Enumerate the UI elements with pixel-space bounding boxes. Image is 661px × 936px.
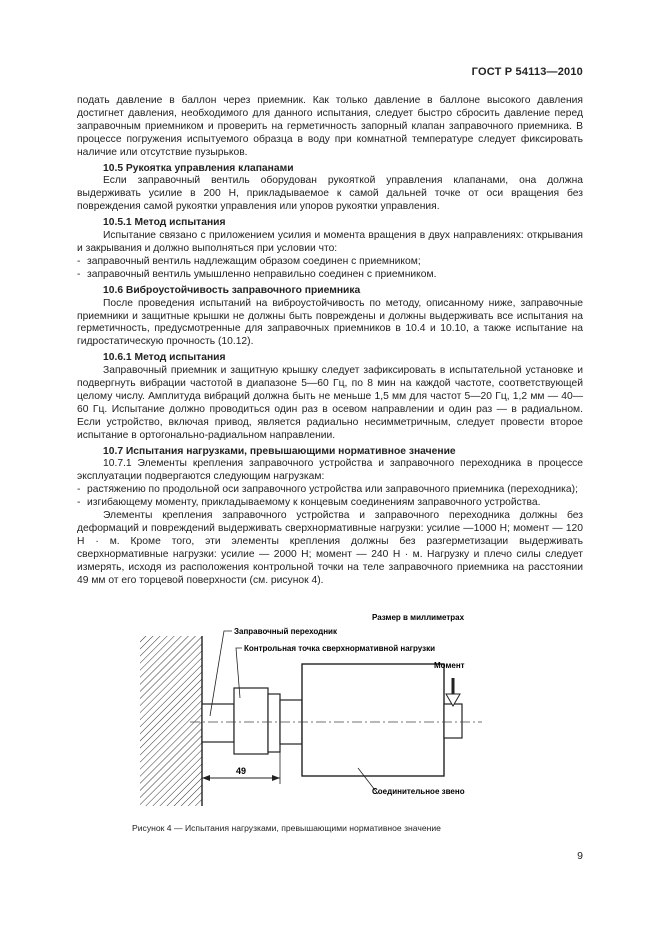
dimension-value: 49 [236,766,247,776]
label-connecting-link: Соединительное звено [372,787,465,796]
connecting-link-body [302,664,444,776]
dimension-arrow-left [202,775,210,781]
section-heading: 10.5 Рукоятка управления клапанами [103,162,294,174]
leader-adapter [210,631,232,716]
list-item [77,484,583,497]
paragraph: Испытание связано с приложением усилия и момента вращения в двух направлениях: открывания и закрывания и должно выполняться при условии что: [77,230,583,254]
list-item-text: заправочный вентиль умышленно неправильно соединен с приемником. [87,268,437,280]
dimension-arrow-right [272,775,280,781]
paragraph: После проведения испытаний на виброустойчивость по методу, описанному ниже, заправочные приемники и защитные крышки не должны быть повреждены и должны выдерживать все испытания на герметичность, предусмотренные для заправочных приемников в 10.4 и 10.10, а также испытание на гидростатическую прочность (10.12). [77,297,583,348]
wall-hatching [140,636,202,806]
figure-drawing [110,608,530,818]
list-item-text: изгибающему моменту, прикладываемому к концевым соединениям заправочного устройства. [87,497,541,509]
list-dash: - [77,268,81,280]
label-moment: Момент [434,661,465,670]
paragraph: 10.7.1 Элементы крепления заправочного устройства и заправочного переходника в процессе эксплуатации подвергаются следующим нагрузкам: [77,458,583,483]
paragraph: подать давление в баллон через приемник. Как только давление в баллоне высокого давления достигнет давления, необходимого для данного испытания, следует быстро сбросить давление перед заправочным приемником и проверить на герметичность запорный клапан заправочного приемника. В процессе погружения испытуемого образца в воду при комнатной температуре следует фиксировать наличие или отсутствие пузырьков. [77,95,583,158]
label-adapter: Заправочный переходник [234,627,337,636]
section-heading: 10.6.1 Метод испытания [103,352,226,364]
section-heading: 10.6 Виброустойчивость заправочного приемника [103,284,361,296]
list-dash: - [77,255,81,267]
document-body [77,95,583,588]
list-item-text: заправочный вентиль надлежащим образом соединен с приемником; [87,255,421,267]
paragraph: Заправочный приемник и защитную крышку следует зафиксировать в испытательной установке и подвергнуть вибрации частотой в диапазоне 5—60 Гц, по 8 мин на каждой частоте, соответствующей целому числу. Амплитуда вибраций должна быть не меньше 1,5 мм для частот 5—20 Гц, 1,2 мм — 40—60 Гц. Испытание должно проводиться один раз в осевом направлении и один раз — в радиальном. Если устройство, включая привод, является радиально несимметричным, следует провести второе испытание в ортогонально-радиальном направлении. [77,365,583,441]
adapter-body [202,704,234,742]
list-item [77,497,583,510]
nut-body [234,688,268,754]
section-heading: 10.7 Испытания нагрузками, превышающими нормативное значение [103,445,456,457]
standard-header: ГОСТ Р 54113—2010 [471,66,583,78]
figure-caption: Рисунок 4 — Испытания нагрузками, превышающими нормативное значение [132,823,441,833]
paragraph: Если заправочный вентиль оборудован рукояткой управления клапанами, она должна выдерживать усилие в 200 Н, прикладываемое к самой дальней точке от оси вращения без повреждения самой рукоятки управления или упоров рукоятки управления. [77,175,583,213]
end-cap [444,704,462,738]
list-dash: - [77,497,81,509]
label-control-point: Контрольная точка сверхнормативной нагрузки [244,644,436,653]
list-item [77,256,583,269]
nut-flange [268,694,280,752]
page-number: 9 [577,850,583,862]
units-note: Размер в миллиметрах [372,613,465,622]
figure-4 [110,608,530,818]
list-item-text: растяжению по продольной оси заправочного устройства или заправочного приемника (переходника); [87,484,578,496]
section-heading: 10.5.1 Метод испытания [103,217,226,229]
list-item [77,269,583,282]
paragraph: Элементы крепления заправочного устройства и заправочного переходника должны без деформаций и повреждений выдерживать сверхнормативные нагрузки: усилие —1000 Н; момент — 120 Н · м. Кроме того, эти элементы крепления должны без разгерметизации выдерживать сверхнормативные нагрузки: усилие — 2000 Н; момент — 240 Н · м. Нагрузку и плечо силы следует измерять, исходя из расположения контрольной точки на теле заправочного приемника на расстоянии 49 мм от его торцевой поверхности (см. рисунок 4). [77,510,583,586]
list-dash: - [77,484,81,496]
